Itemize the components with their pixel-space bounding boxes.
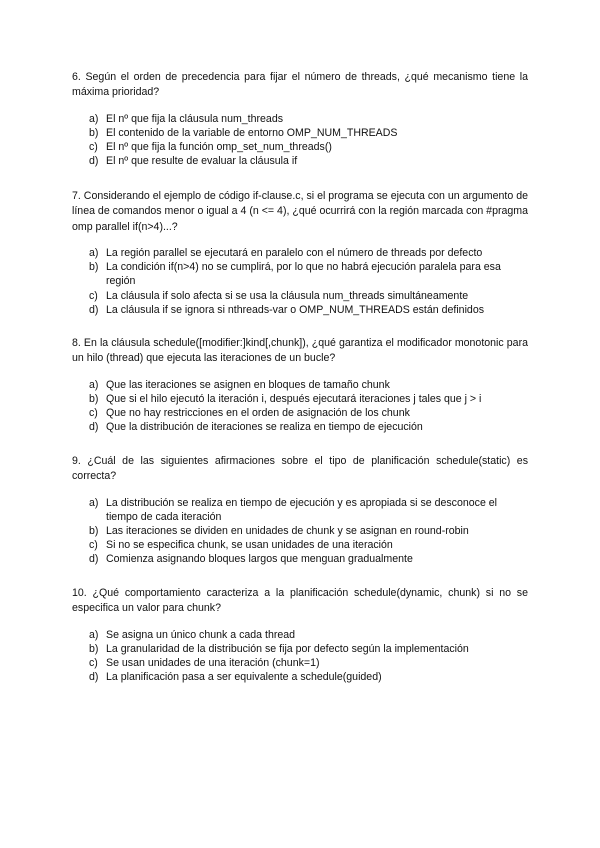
option-letter: c) — [89, 407, 98, 419]
option-a — [72, 378, 528, 392]
question-text: 10. ¿Qué comportamiento caracteriza a la planificación schedule(dynamic, chunk) si no se especifica un valor para chunk? — [72, 587, 528, 615]
option-letter: c) — [89, 657, 98, 669]
option-letter: d) — [89, 671, 99, 684]
option-text: La granularidad de la distribución se fija por defecto según la implementación — [106, 642, 469, 655]
option-letter: c) — [89, 289, 98, 302]
option-text: Las iteraciones se dividen en unidades de chunk y se asignan en round-robin — [106, 525, 469, 537]
option-letter: b) — [89, 642, 99, 655]
option-letter: b) — [89, 126, 99, 139]
option-c — [72, 538, 528, 552]
option-list — [72, 378, 528, 435]
option-b — [72, 392, 528, 406]
question-6 — [72, 70, 528, 168]
option-b — [72, 260, 528, 288]
question-10 — [72, 586, 528, 684]
option-letter: b) — [89, 392, 99, 405]
option-letter: d) — [89, 421, 99, 434]
option-b — [72, 642, 528, 656]
option-text: Se usan unidades de una iteración (chunk=1) — [106, 657, 320, 669]
question-text: 7. Considerando el ejemplo de código if-clause.c, si el programa se ejecuta con un argumento de línea de comandos menor o igual a 4 (n <= 4), ¿qué ocurrirá con la región marcada con #pragma omp parallel if(n>4)...? — [72, 190, 528, 233]
option-letter: a) — [89, 378, 99, 391]
option-b — [72, 524, 528, 538]
option-text: La cláusula if se ignora si nthreads-var o OMP_NUM_THREADS están definidos — [106, 303, 485, 316]
option-list — [72, 496, 528, 567]
question-7 — [72, 189, 528, 317]
option-d — [72, 303, 528, 317]
question-text: 9. ¿Cuál de las siguientes afirmaciones sobre el tipo de planificación schedule(static) es correcta? — [72, 455, 528, 483]
option-text: La distribución se realiza en tiempo de ejecución y es apropiada si se desconoce el tiempo de cada iteración — [106, 496, 498, 523]
option-a — [72, 246, 528, 260]
option-text: La región parallel se ejecutará en paralelo con el número de threads por defecto — [106, 246, 483, 259]
option-letter: c) — [89, 539, 98, 552]
option-letter: b) — [89, 525, 99, 537]
option-d — [72, 670, 528, 684]
question-text: 6. Según el orden de precedencia para fijar el número de threads, ¿qué mecanismo tiene la máxima prioridad? — [72, 71, 528, 99]
option-a — [72, 496, 528, 524]
option-text: El nº que fija la función omp_set_num_threads() — [106, 141, 332, 153]
option-letter: d) — [89, 553, 99, 566]
option-c — [72, 656, 528, 670]
option-letter: b) — [89, 261, 99, 274]
question-text: 8. En la cláusula schedule([modifier:]kind[,chunk]), ¿qué garantiza el modificador monotonic para un hilo (thread) que ejecuta las iteraciones de un bucle? — [72, 337, 528, 365]
option-text: Que no hay restricciones en el orden de asignación de los chunk — [106, 407, 410, 419]
option-a — [72, 628, 528, 642]
option-c — [72, 406, 528, 420]
option-text: La cláusula if solo afecta si se usa la cláusula num_threads simultáneamente — [106, 289, 469, 302]
option-list — [72, 112, 528, 169]
option-d — [72, 154, 528, 168]
option-letter: a) — [89, 246, 99, 259]
question-8 — [72, 336, 528, 434]
option-b — [72, 126, 528, 140]
question-9 — [72, 454, 528, 567]
option-list — [72, 628, 528, 685]
option-letter: d) — [89, 155, 99, 168]
option-text: Si no se especifica chunk, se usan unidades de una iteración — [106, 539, 393, 552]
option-letter: a) — [89, 628, 99, 641]
option-text: Que si el hilo ejecutó la iteración i, después ejecutará iteraciones j tales que j > i — [106, 392, 482, 405]
option-list — [72, 246, 528, 317]
option-text: La condición if(n>4) no se cumplirá, por lo que no habrá ejecución paralela para esa región — [106, 261, 501, 288]
option-letter: c) — [89, 141, 98, 153]
option-text: El contenido de la variable de entorno OMP_NUM_THREADS — [106, 126, 398, 139]
option-text: El nº que resulte de evaluar la cláusula if — [106, 155, 298, 168]
option-text: Que las iteraciones se asignen en bloques de tamaño chunk — [106, 378, 390, 391]
option-letter: d) — [89, 303, 99, 316]
option-text: El nº que fija la cláusula num_threads — [106, 112, 284, 125]
option-text: Se asigna un único chunk a cada thread — [106, 628, 296, 641]
option-text: La planificación pasa a ser equivalente a schedule(guided) — [106, 671, 382, 684]
option-text: Que la distribución de iteraciones se realiza en tiempo de ejecución — [106, 421, 423, 434]
option-d — [72, 552, 528, 566]
option-letter: a) — [89, 112, 99, 125]
option-text: Comienza asignando bloques largos que menguan gradualmente — [106, 553, 413, 566]
option-c — [72, 140, 528, 154]
option-a — [72, 112, 528, 126]
option-c — [72, 289, 528, 303]
option-d — [72, 420, 528, 434]
option-letter: a) — [89, 496, 99, 509]
